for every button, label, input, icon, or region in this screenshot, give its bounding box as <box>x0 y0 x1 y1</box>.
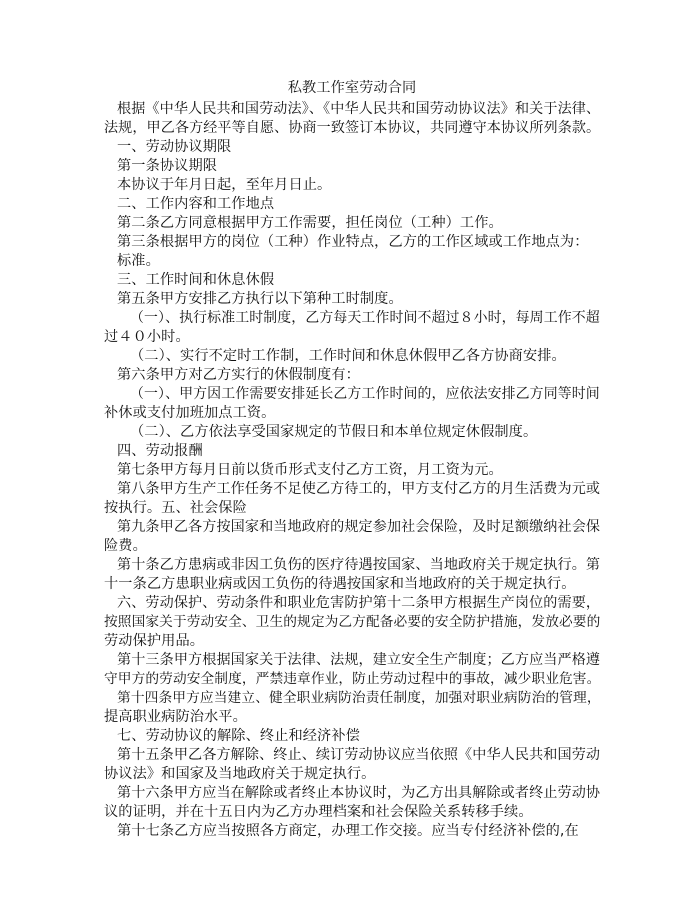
section-heading: 一、劳动协议期限 <box>117 139 232 155</box>
text-line: 第十七条乙方应当按照各方商定，办理工作交接。应当专付经济补偿的,在 <box>117 823 579 839</box>
text-line: 法规，甲乙各方经平等自愿、协商一致签订本协议，共同遵守本协议所列条款。 <box>104 120 601 136</box>
text-line: 提高职业病防治水平。 <box>104 709 247 725</box>
text-line: 标准。 <box>117 253 160 269</box>
text-line: 第七条甲方每月日前以货币形式支付乙方工资，月工资为元。 <box>117 462 503 478</box>
text-line: 第八条甲方生产工作任务不足使乙方待工的，甲方支付乙方的月生活费为元或 <box>117 481 601 497</box>
text-line: 议的证明，并在十五日内为乙方办理档案和社会保险关系转移手续。 <box>104 804 533 820</box>
text-line: 第九条甲乙各方按国家和当地政府的规定参加社会保险，及时足额缴纳社会保 <box>117 519 601 535</box>
section-heading: 二、工作内容和工作地点 <box>117 196 275 212</box>
text-line: 第十条乙方患病或非因工负伤的医疗待遇按国家、当地政府关于规定执行。第 <box>117 557 601 573</box>
text-line: 第三条根据甲方的岗位（工种）作业特点，乙方的工作区域或工作地点为： <box>117 234 589 250</box>
text-line: 协议法》和国家及当地政府关于规定执行。 <box>104 766 376 782</box>
text-line: 补休或支付加班加点工资。 <box>104 405 276 421</box>
section-heading: 三、工作时间和休息休假 <box>117 272 275 288</box>
text-line: 按执行。五、社会保险 <box>104 500 247 516</box>
text-line: 劳动保护用品。 <box>104 633 205 649</box>
text-line: 第二条乙方同意根据甲方工作需要，担任岗位（工种）工作。 <box>117 215 503 231</box>
text-line: （一）、甲方因工作需要安排延长乙方工作时间的，应依法安排乙方同等时间 <box>130 386 600 402</box>
text-line: 守甲方的劳动安全制度，严禁违章作业，防止劳动过程中的事故，减少职业危害。 <box>104 671 601 687</box>
text-line: 第五条甲方安排乙方执行以下第种工时制度。 <box>117 291 403 307</box>
text-line: 过４０小时。 <box>104 329 190 345</box>
text-line: 第十五条甲乙各方解除、终止、续订劳动协议应当依照《中华人民共和国劳动 <box>117 747 601 763</box>
document-title: 私教工作室劳动合同 <box>287 80 417 96</box>
text-line: （一）、执行标准工时制度，乙方每天工作时间不超过８小时，每周工作不超 <box>130 310 600 326</box>
text-line: 十一条乙方患职业病或因工负伤的待遇按国家和当地政府的关于规定执行。 <box>104 576 576 592</box>
text-line: 第十三条甲方根据国家关于法律、法规，建立安全生产制度；乙方应当严格遵 <box>117 652 601 668</box>
text-line: 第六条甲方对乙方实行的休假制度有： <box>117 367 360 383</box>
text-line: 第十四条甲方应当建立、健全职业病防治责任制度，加强对职业病防治的管理， <box>117 690 601 706</box>
article-heading: 第一条协议期限 <box>117 158 218 174</box>
text-line: 按照国家关于劳动安全、卫生的规定为乙方配备必要的安全防护措施，发放必要的 <box>104 614 601 630</box>
contract-body <box>104 79 600 841</box>
text-line: 六、劳动保护、劳动条件和职业危害防护第十二条甲方根据生产岗位的需要， <box>117 595 601 611</box>
section-heading: 四、劳动报酬 <box>117 443 203 459</box>
section-heading: 七、劳动协议的解除、终止和经济补偿 <box>117 728 360 744</box>
text-line: 本协议于年月日起，至年月日止。 <box>117 177 332 193</box>
text-line: （二）、实行不定时工作制，工作时间和休息休假甲乙各方协商安排。 <box>130 348 566 364</box>
text-line: （二）、乙方依法享受国家规定的节假日和本单位规定休假制度。 <box>130 424 538 440</box>
text-line: 第十六条甲方应当在解除或者终止本协议时，为乙方出具解除或者终止劳动协 <box>117 785 601 801</box>
text-line: 险费。 <box>104 538 147 554</box>
text-line: 根据《中华人民共和国劳动法》、《中华人民共和国劳动协议法》和关于法律、 <box>117 101 601 117</box>
